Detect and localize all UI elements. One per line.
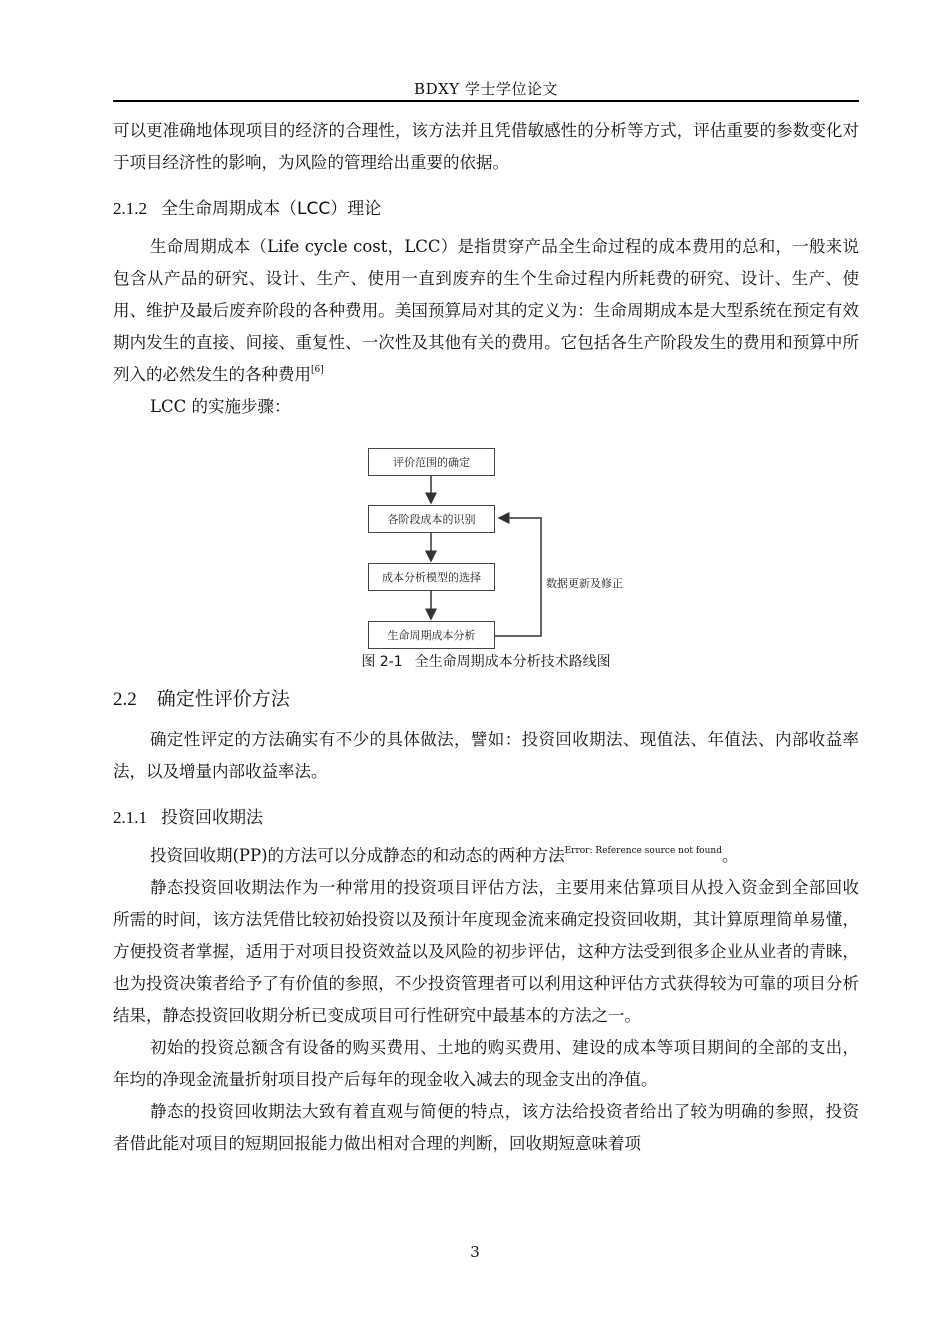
figure-caption — [113, 651, 859, 671]
section-title: 投资回收期法 — [161, 808, 263, 828]
section-number: 2.2 — [113, 689, 137, 710]
figure-lcc-flowchart — [113, 431, 859, 681]
page-number: 3 — [470, 1243, 480, 1261]
page-body — [113, 115, 859, 1160]
flow-box-model-selection: 成本分析模型的选择 — [368, 563, 495, 591]
paragraph-text: 投资回收期(PP)的方法可以分成静态的和动态的两种方法 — [150, 846, 565, 865]
section-heading-2-1-2 — [113, 193, 859, 225]
feedback-label: 数据更新及修正 — [546, 577, 623, 590]
running-header: BDXY 学士学位论文 — [414, 80, 558, 98]
figure-number: 图 2-1 — [361, 654, 403, 670]
section-heading-2-2 — [113, 683, 859, 716]
header-rule — [113, 100, 859, 102]
citation-ref: [6] — [311, 365, 324, 375]
paragraph-intro: 可以更准确地体现项目的经济的合理性，该方法并且凭借敏感性的分析等方式，评估重要的参数变化对于项目经济性的影响，为风险的管理给出重要的依据。 — [113, 121, 859, 172]
paragraph-features: 静态的投资回收期法大致有着直观与简便的特点，该方法给投资者给出了较为明确的参照，投资者借此能对项目的短期回报能力做出相对合理的判断，回收期短意味着项 — [113, 1102, 859, 1153]
paragraph-deterministic: 确定性评定的方法确实有不少的具体做法，譬如：投资回收期法、现值法、年值法、内部收益率法，以及增量内部收益率法。 — [113, 730, 859, 781]
section-number: 2.1.1 — [113, 808, 147, 827]
figure-caption-text: 全生命周期成本分析技术路线图 — [414, 654, 611, 670]
feedback-arrow — [495, 518, 541, 636]
flow-box-lcc-analysis: 生命周期成本分析 — [368, 621, 495, 649]
paragraph-text: 生命周期成本（Life cycle cost，LCC）是指贯穿产品全生命过程的成本费用的总和，一般来说包含从产品的研究、设计、生产、使用一直到废弃的生个生命过程内所耗费的研究、设计、生产、使用、维护及最后废弃阶段的各种费用。美国预算局对其的定义为：生命周期成本是大型系统在预定有效期内发生的直接、间接、重复性、一次性及其他有关的费用。它包括各生产阶段发生的费用和预算中所列入的必然发生的各种费用 — [113, 237, 859, 384]
section-title: 全生命周期成本（LCC）理论 — [161, 199, 382, 219]
flow-box-cost-identification: 各阶段成本的识别 — [368, 505, 495, 533]
paragraph-static-payback: 静态投资回收期法作为一种常用的投资项目评估方法，主要用来估算项目从投入资金到全部回收所需的时间，该方法凭借比较初始投资以及预计年度现金流来确定投资回收期，其计算原理简单易懂，方便投资者掌握，适用于对项目投资效益以及风险的初步评估，这种方法受到很多企业从业者的青睐，也为投资决策者给予了有价值的参照，不少投资管理者可以利用这种评估方式获得较为可靠的项目分析结果，静态投资回收期分析已变成项目可行性研究中最基本的方法之一。 — [113, 878, 859, 1025]
paragraph-end: 。 — [721, 846, 739, 865]
flow-box-scope: 评价范围的确定 — [368, 448, 495, 476]
paragraph-initial-investment: 初始的投资总额含有设备的购买费用、土地的购买费用、建设的成本等项目期间的全部的支出，年均的净现金流量折射项目投产后每年的现金收入减去的现金支出的净值。 — [113, 1038, 859, 1089]
section-title: 确定性评价方法 — [156, 688, 290, 710]
paragraph-lcc-steps: LCC 的实施步骤： — [150, 397, 291, 416]
paragraph-lcc-definition — [113, 231, 859, 391]
section-number: 2.1.2 — [113, 199, 147, 218]
paragraph-payback-period — [113, 840, 859, 872]
citation-error: Error: Reference source not found — [564, 846, 722, 856]
section-heading-2-1-1 — [113, 802, 859, 834]
